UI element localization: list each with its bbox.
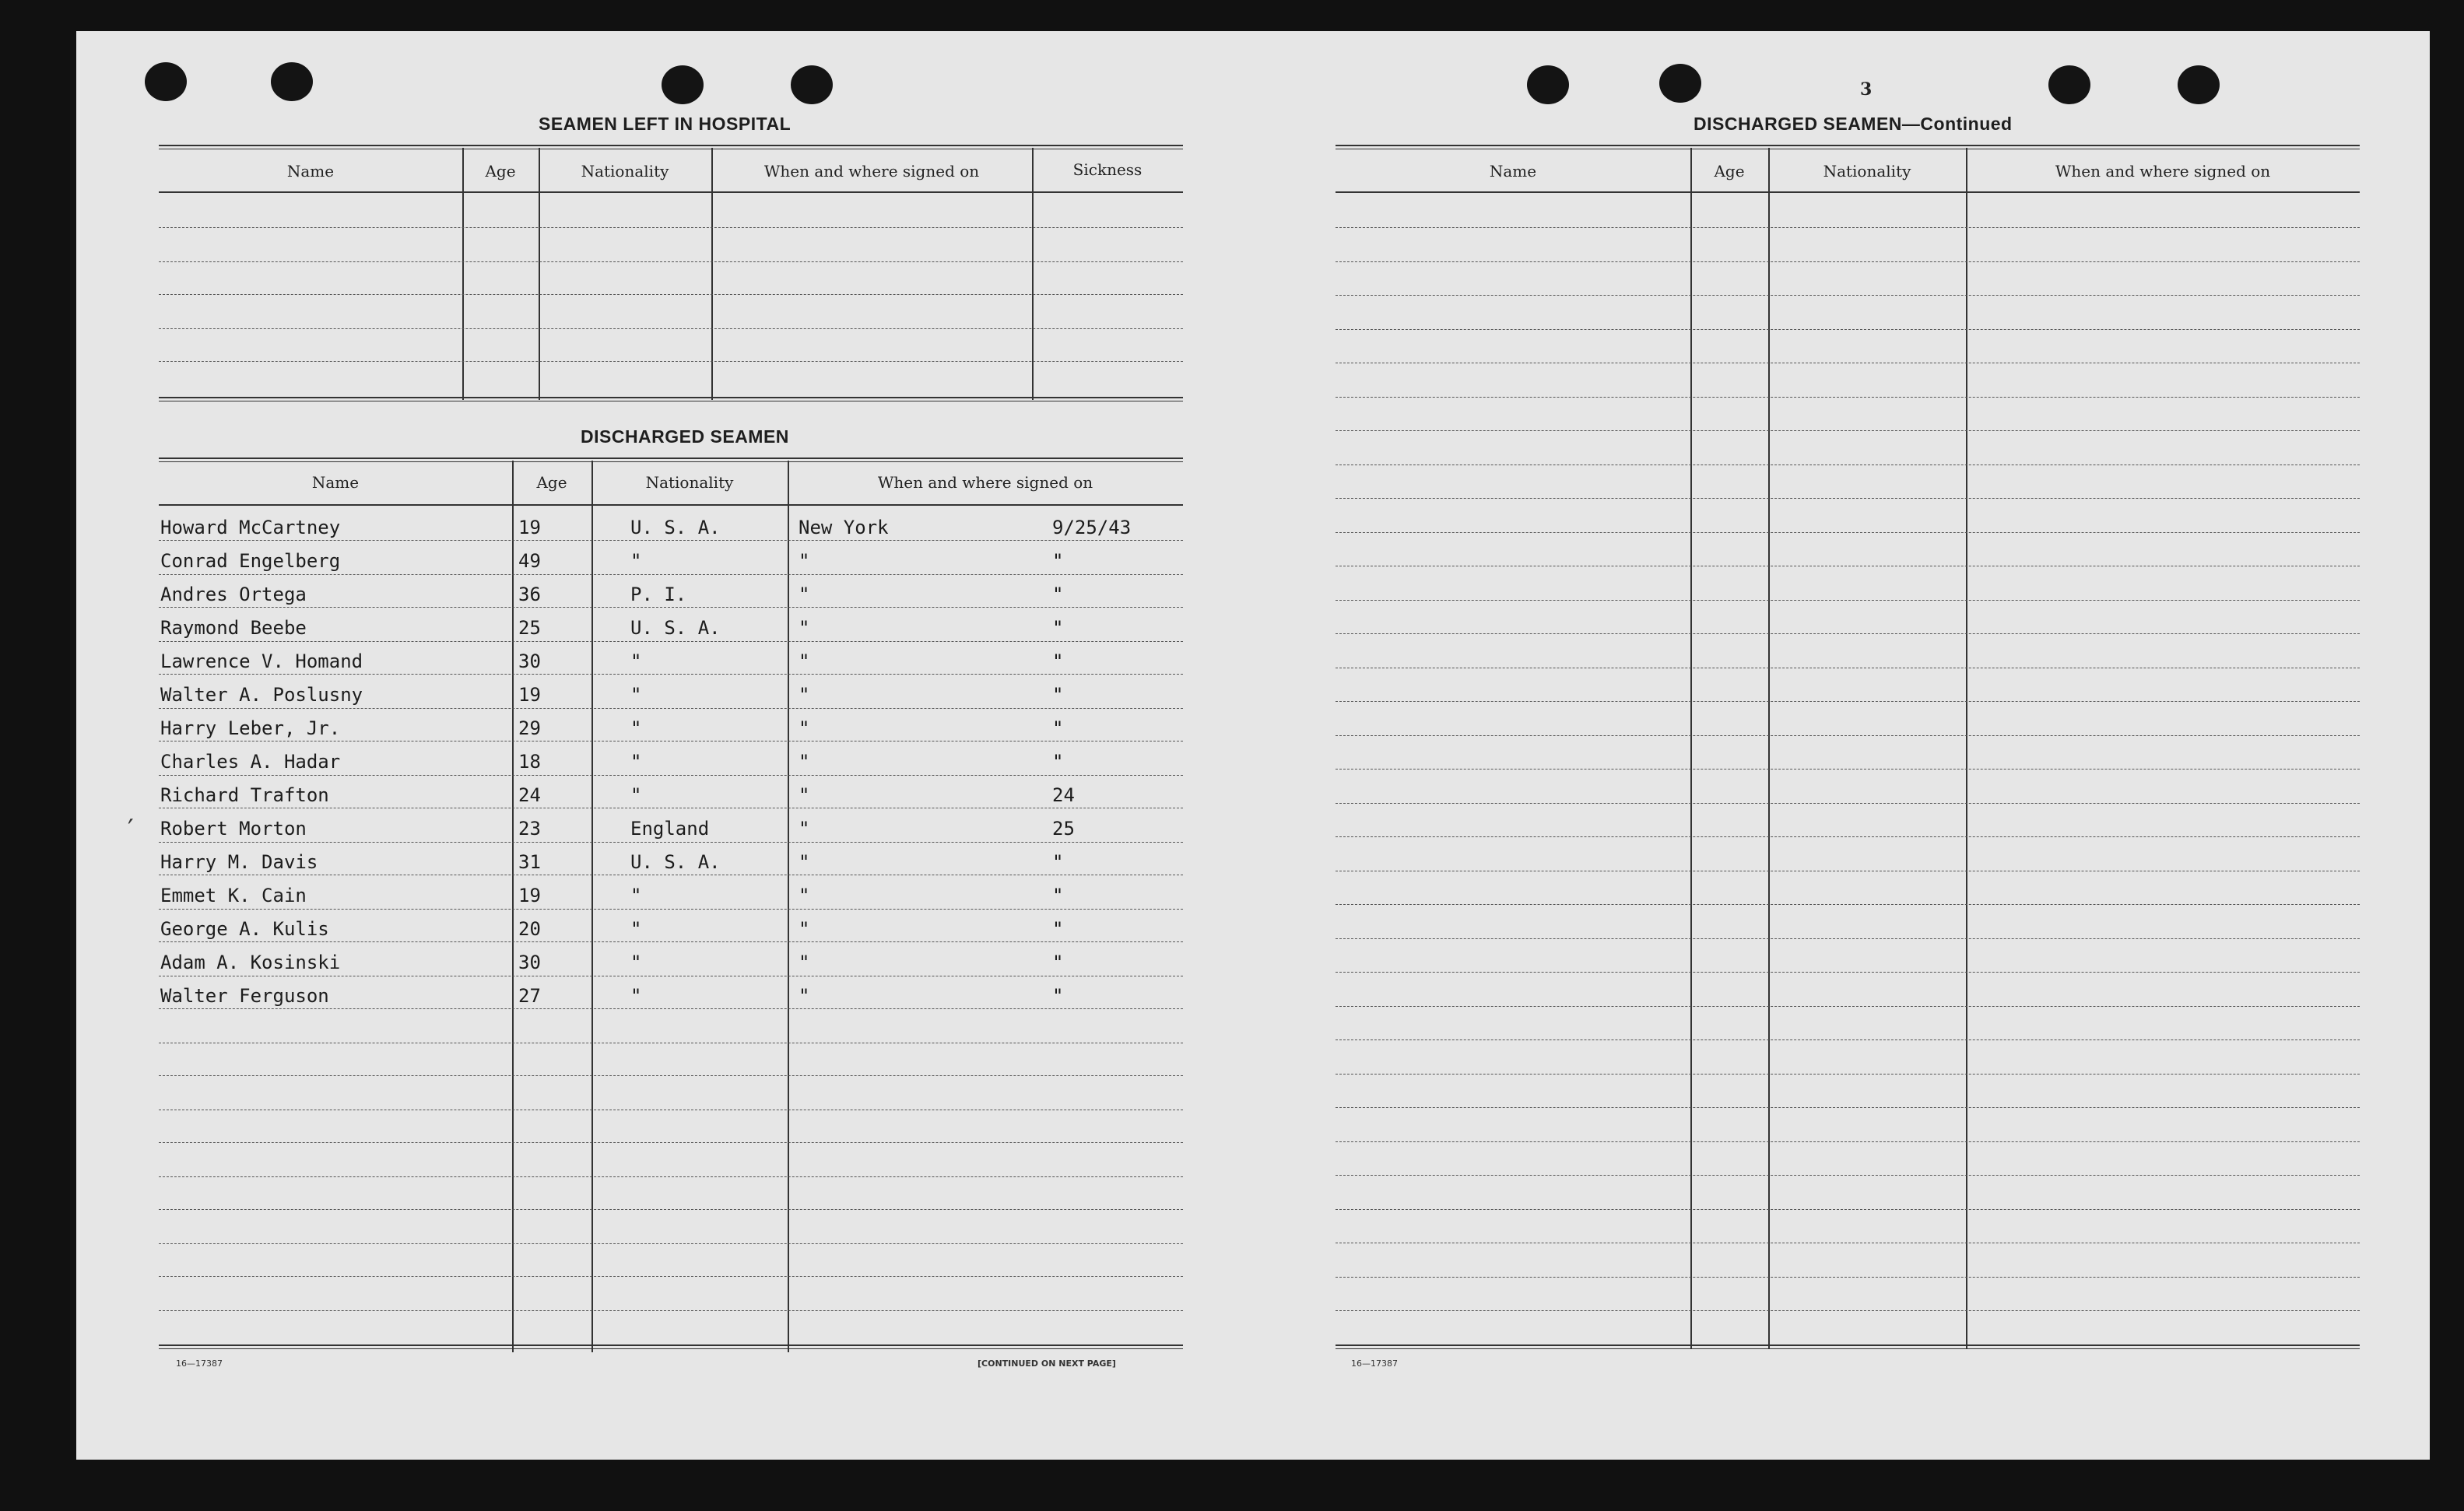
hospital-table bbox=[159, 145, 1183, 409]
ledger-sheet bbox=[76, 31, 2430, 1460]
col-header-nationality: Nationality bbox=[1823, 162, 1911, 181]
discharged-table bbox=[159, 458, 1183, 1352]
col-header-nationality: Nationality bbox=[581, 162, 669, 181]
seaman-age: 20 bbox=[518, 918, 541, 940]
seaman-name: Robert Morton bbox=[160, 818, 307, 840]
table-row bbox=[159, 784, 1183, 808]
page-number: 3 bbox=[1860, 79, 1873, 100]
seaman-nationality: U. S. A. bbox=[630, 851, 721, 873]
signed-on-place: " bbox=[799, 952, 810, 973]
table-row bbox=[159, 751, 1183, 774]
seaman-nationality: P. I. bbox=[630, 584, 687, 605]
seaman-name: Howard McCartney bbox=[160, 517, 341, 538]
signed-on-place: " bbox=[799, 751, 810, 773]
seaman-age: 24 bbox=[518, 784, 541, 806]
seaman-age: 19 bbox=[518, 885, 541, 906]
signed-on-place: " bbox=[799, 885, 810, 906]
table-row bbox=[159, 985, 1183, 1008]
signed-on-date: 9/25/43 bbox=[1052, 517, 1132, 538]
punch-hole bbox=[1659, 64, 1701, 103]
form-number: 16—17387 bbox=[176, 1358, 223, 1369]
seaman-name: Adam A. Kosinski bbox=[160, 952, 341, 973]
seaman-name: Raymond Beebe bbox=[160, 617, 307, 639]
signed-on-place: " bbox=[799, 818, 810, 840]
punch-hole bbox=[145, 62, 187, 101]
hospital-title: SEAMEN LEFT IN HOSPITAL bbox=[539, 114, 791, 134]
table-row bbox=[159, 517, 1183, 540]
table-row bbox=[159, 717, 1183, 741]
punch-hole bbox=[662, 65, 704, 104]
signed-on-date: " bbox=[1052, 985, 1064, 1007]
signed-on-place: " bbox=[799, 584, 810, 605]
signed-on-date: " bbox=[1052, 617, 1064, 639]
signed-on-date: " bbox=[1052, 684, 1064, 706]
seaman-nationality: " bbox=[630, 784, 642, 806]
seaman-nationality: " bbox=[630, 717, 642, 739]
signed-on-place: " bbox=[799, 717, 810, 739]
seaman-name: Conrad Engelberg bbox=[160, 550, 341, 572]
signed-on-place: " bbox=[799, 617, 810, 639]
signed-on-date: " bbox=[1052, 885, 1064, 906]
signed-on-place: " bbox=[799, 784, 810, 806]
seaman-nationality: " bbox=[630, 885, 642, 906]
discharged-continued-table bbox=[1336, 145, 2360, 1358]
signed-on-date: " bbox=[1052, 550, 1064, 572]
seaman-name: Andres Ortega bbox=[160, 584, 307, 605]
punch-hole bbox=[271, 62, 313, 101]
table-row bbox=[159, 584, 1183, 607]
col-header-nationality: Nationality bbox=[645, 473, 734, 492]
seaman-nationality: " bbox=[630, 684, 642, 706]
seaman-nationality: England bbox=[630, 818, 710, 840]
seaman-nationality: " bbox=[630, 985, 642, 1007]
seaman-age: 29 bbox=[518, 717, 541, 739]
seaman-name: Walter Ferguson bbox=[160, 985, 329, 1007]
discharged-title: DISCHARGED SEAMEN bbox=[581, 426, 789, 447]
col-header-name: Name bbox=[311, 473, 360, 492]
table-row bbox=[159, 952, 1183, 975]
seaman-nationality: U. S. A. bbox=[630, 617, 721, 639]
continued-note: [CONTINUED ON NEXT PAGE] bbox=[978, 1358, 1116, 1369]
discharged-continued-title: DISCHARGED SEAMEN—Continued bbox=[1694, 114, 2013, 134]
col-header-name: Name bbox=[286, 162, 335, 181]
check-mark: ′ bbox=[128, 814, 134, 845]
signed-on-date: " bbox=[1052, 751, 1064, 773]
table-row bbox=[159, 818, 1183, 841]
seaman-name: Harry M. Davis bbox=[160, 851, 318, 873]
seaman-nationality: " bbox=[630, 550, 642, 572]
col-header-age: Age bbox=[485, 162, 516, 181]
table-row bbox=[159, 617, 1183, 640]
signed-on-place: New York bbox=[799, 517, 889, 538]
signed-on-date: " bbox=[1052, 650, 1064, 672]
seaman-name: Richard Trafton bbox=[160, 784, 329, 806]
signed-on-date: 24 bbox=[1052, 784, 1075, 806]
signed-on-date: " bbox=[1052, 851, 1064, 873]
col-header-signed-on: When and where signed on bbox=[877, 473, 1093, 492]
signed-on-date: " bbox=[1052, 584, 1064, 605]
seaman-name: Lawrence V. Homand bbox=[160, 650, 363, 672]
table-row bbox=[159, 650, 1183, 674]
signed-on-date: " bbox=[1052, 717, 1064, 739]
seaman-nationality: " bbox=[630, 650, 642, 672]
signed-on-date: " bbox=[1052, 918, 1064, 940]
col-header-age: Age bbox=[1714, 162, 1745, 181]
punch-hole bbox=[1527, 65, 1569, 104]
seaman-age: 49 bbox=[518, 550, 541, 572]
punch-hole bbox=[791, 65, 833, 104]
signed-on-place: " bbox=[799, 985, 810, 1007]
seaman-name: Walter A. Poslusny bbox=[160, 684, 363, 706]
seaman-nationality: " bbox=[630, 952, 642, 973]
seaman-age: 18 bbox=[518, 751, 541, 773]
seaman-nationality: " bbox=[630, 918, 642, 940]
seaman-name: Harry Leber, Jr. bbox=[160, 717, 341, 739]
seaman-age: 19 bbox=[518, 684, 541, 706]
seaman-age: 25 bbox=[518, 617, 541, 639]
seaman-age: 27 bbox=[518, 985, 541, 1007]
seaman-nationality: " bbox=[630, 751, 642, 773]
signed-on-place: " bbox=[799, 550, 810, 572]
table-row bbox=[159, 885, 1183, 908]
signed-on-date: " bbox=[1052, 952, 1064, 973]
seaman-age: 31 bbox=[518, 851, 541, 873]
table-row bbox=[159, 550, 1183, 573]
seaman-age: 19 bbox=[518, 517, 541, 538]
col-header-signed-on: When and where signed on bbox=[763, 162, 980, 181]
seaman-age: 23 bbox=[518, 818, 541, 840]
signed-on-place: " bbox=[799, 918, 810, 940]
col-header-signed-on: When and where signed on bbox=[2055, 162, 2271, 181]
signed-on-place: " bbox=[799, 684, 810, 706]
seaman-name: George A. Kulis bbox=[160, 918, 329, 940]
punch-hole bbox=[2178, 65, 2220, 104]
col-header-name: Name bbox=[1489, 162, 1537, 181]
signed-on-place: " bbox=[799, 650, 810, 672]
seaman-age: 36 bbox=[518, 584, 541, 605]
table-row bbox=[159, 918, 1183, 941]
col-header-age: Age bbox=[536, 473, 567, 492]
seaman-age: 30 bbox=[518, 650, 541, 672]
form-number: 16—17387 bbox=[1351, 1358, 1398, 1369]
signed-on-place: " bbox=[799, 851, 810, 873]
signed-on-date: 25 bbox=[1052, 818, 1075, 840]
table-row bbox=[159, 851, 1183, 875]
col-header-sickness: Sickness bbox=[1072, 160, 1142, 179]
seaman-nationality: U. S. A. bbox=[630, 517, 721, 538]
punch-hole bbox=[2048, 65, 2090, 104]
seaman-age: 30 bbox=[518, 952, 541, 973]
seaman-name: Charles A. Hadar bbox=[160, 751, 341, 773]
table-row bbox=[159, 684, 1183, 707]
seaman-name: Emmet K. Cain bbox=[160, 885, 307, 906]
